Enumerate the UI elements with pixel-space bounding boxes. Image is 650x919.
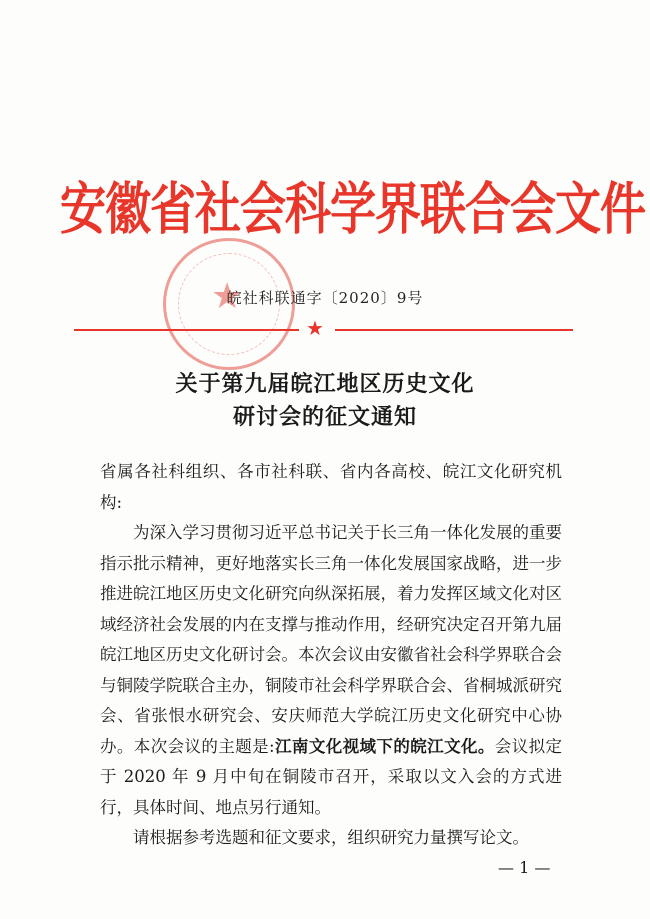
paragraph-1-continued: 会议拟定于 2020 年 9 月中旬在铜陵市召开，采取以文入会的方式进行，具体时间、地点另行通知。: [100, 736, 563, 817]
paragraph-2: 请根据参考选题和征文要求，组织研究力量撰写论文。: [133, 828, 529, 847]
paragraph-1-text: 为深入学习贯彻习近平总书记关于长三角一体化发展的重要指示批示精神，更好地落实长三角一体化发展国家战略，进一步推进皖江地区历史文化研究向纵深拓展，着力发挥区域文化对区域经济社会发展的内在支撑与推动作用，经研究决定召开第九届皖江地区历史文化研讨会。本次会议由安徽省社会科学界联合会与铜陵学院联合主办，铜陵市社会科学界联合会、省桐城派研究会、省张恨水研究会、安庆师范大学皖江历史文化研究中心协办。本次会议的主题是:: [100, 523, 562, 756]
notice-title-line2: 研讨会的征文通知: [232, 404, 417, 430]
paragraph-1: [100, 518, 562, 823]
salutation: 省属各社科组织、各市社科联、省内各高校、皖江文化研究机构:: [100, 462, 562, 512]
red-divider-left: [74, 329, 299, 331]
seal-star-icon: ★: [211, 276, 244, 317]
document-body: [100, 457, 562, 854]
document-number: 皖社科联通字〔2020〕9号: [226, 289, 424, 307]
red-divider-right: [335, 329, 573, 331]
letterhead-title: 安徽省社会科学界联合会文件: [60, 175, 645, 242]
page-number: — 1 —: [498, 858, 551, 877]
red-star-icon: ★: [306, 316, 324, 340]
meeting-theme: 江南文化视域下的皖江文化。: [274, 736, 495, 756]
notice-title-line1: 关于第九届皖江地区历史文化: [175, 371, 475, 397]
